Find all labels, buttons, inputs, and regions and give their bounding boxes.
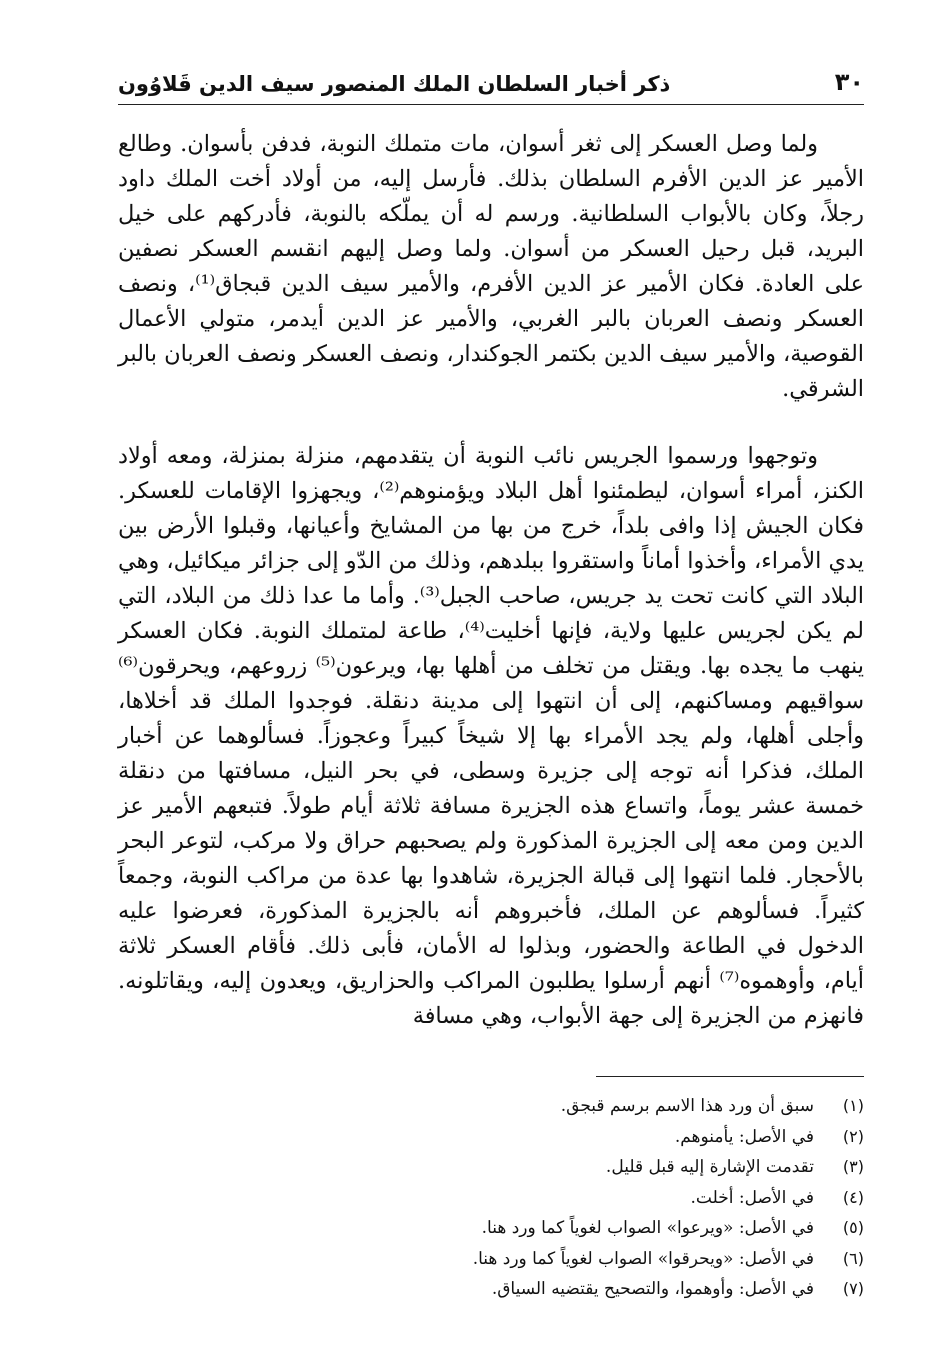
footnote	[118, 1244, 864, 1275]
footnote-text: تقدمت الإشارة إليه قبل قليل.	[605, 1157, 814, 1177]
running-title: ذكر أخبار السلطان الملك المنصور سيف الدين قَلاوُون	[118, 72, 671, 96]
footnote	[118, 1122, 864, 1153]
footnote-number: (٣)	[842, 1157, 864, 1176]
page-header	[118, 60, 864, 105]
footnote-text: في الأصل: يأمنوهم.	[674, 1126, 814, 1147]
footnote-divider	[596, 1076, 864, 1077]
footnote-text: في الأصل: أخلت.	[690, 1187, 814, 1208]
footnote	[118, 1213, 864, 1244]
footnote	[118, 1091, 864, 1122]
footnote	[118, 1274, 864, 1305]
footnote-number: (٦)	[842, 1248, 864, 1268]
footnote-number: (٥)	[842, 1218, 864, 1237]
footnote-number: (٧)	[842, 1279, 864, 1298]
footnote-number: (٢)	[842, 1126, 864, 1146]
footnote-text: في الأصل: «ويحرقوا» الصواب لغوياً كما ورد هنا.	[472, 1248, 814, 1269]
page-number: ٣٠	[834, 68, 864, 96]
footnote-number: (٤)	[842, 1187, 864, 1207]
paragraph: ولما وصل العسكر إلى ثغر أسوان، مات متملك النوبة، فدفن بأسوان. وطالع الأمير عز الدين الأفرم السلطان بذلك. فأرسل إليه، من أولاد أخت الملك داود رجلاً، وكان بالأبواب السلطانية. ورسم له أن يملّكه بالنوبة، فأدركهم على خيل البريد، قبل رحيل العسكر من أسوان. ولما وصل إليهم انقسم العسكر نصفين على العادة. فكان الأمير عز الدين الأفرم، والأمير سيف الدين قبجاق⁽¹⁾، ونصف العسكر ونصف العربان بالبر الغربي، والأمير عز الدين أيدمر، متولي الأعمال القوصية، والأمير سيف الدين بكتمر الجوكندار، ونصف العسكر ونصف العربان بالبر الشرقي.	[118, 131, 865, 402]
paragraph: وتوجهوا ورسموا الجريس نائب النوبة أن يتقدمهم، منزلة بمنزلة، ومعه أولاد الكنز، أمراء أسوان، ليطمئنوا أهل البلاد ويؤمنوهم⁽²⁾، ويجهزوا الإقامات للعسكر. فكان الجيش إذا وافى بلداً، خرج من بها من المشايخ وأعيانها، وقبلوا الأرض بين يدي الأمراء، وأخذوا أماناً واستقروا ببلدهم، وذلك من الدّو إلى جزائر ميكائيل، وهي البلاد التي كانت تحت يد جريس، صاحب الجبل⁽³⁾. وأما ما عدا ذلك من البلاد، التي لم يكن لجريس عليها ولاية، فإنها أخليت⁽⁴⁾، طاعة لمتملك النوبة. فكان العسكر ينهب ما يجده بها. ويقتل من تخلف من أهلها بها، ويرعون⁽⁵⁾ زروعهم، ويحرقون⁽⁶⁾ سواقيهم ومساكنهم، إلى أن انتهوا إلى مدينة دنقلة. فوجدوا الملك قد أخلاها، وأجلى أهلها، ولم يجد الأمراء بها إلا شيخاً كبيراً وعجوزاً. فسألوهما عن أخبار الملك، فذكرا أنه توجه إلى جزيرة وسطى، في بحر النيل، مسافتها من دنقلة خمسة عشر يوماً، واتساع هذه الجزيرة مسافة ثلاثة أيام طولاً. فتبعهم الأمير عز الدين ومن معه إلى الجزيرة المذكورة ولم يصحبهم حراق ولا مركب، لتوعر البحر بالأحجار. فلما انتهوا إلى قبالة الجزيرة، شاهدوا بها عدة من مراكب النوبة، وجمعاً كثيراً. فسألوهم عن الملك، فأخبروهم أنه بالجزيرة المذكورة، فعرضوا عليه الدخول في الطاعة والحضور، وبذلوا له الأمان، فأبى ذلك. فأقام العسكر ثلاثة أيام، وأوهموه⁽⁷⁾ أنهم أرسلوا يطلبون المراكب والحزاريق، ويعدون إليه، ويقاتلونه. فانهزم من الجزيرة إلى جهة الأبواب، وهي مسافة	[118, 443, 865, 1029]
footnote-text: سبق أن ورد هذا الاسم برسم قبجق.	[560, 1096, 814, 1116]
body-text	[118, 127, 864, 1034]
footnote	[118, 1183, 864, 1214]
footnote-number: (١)	[842, 1096, 864, 1115]
footnotes-list	[118, 1091, 864, 1305]
footnote-text: في الأصل: وأوهموا، والتصحيح يقتضيه السياق.	[491, 1279, 814, 1299]
book-page	[118, 60, 864, 1305]
footnote	[118, 1152, 864, 1183]
footnote-text: في الأصل: «ويرعوا» الصواب لغوياً كما ورد هنا.	[481, 1218, 814, 1238]
